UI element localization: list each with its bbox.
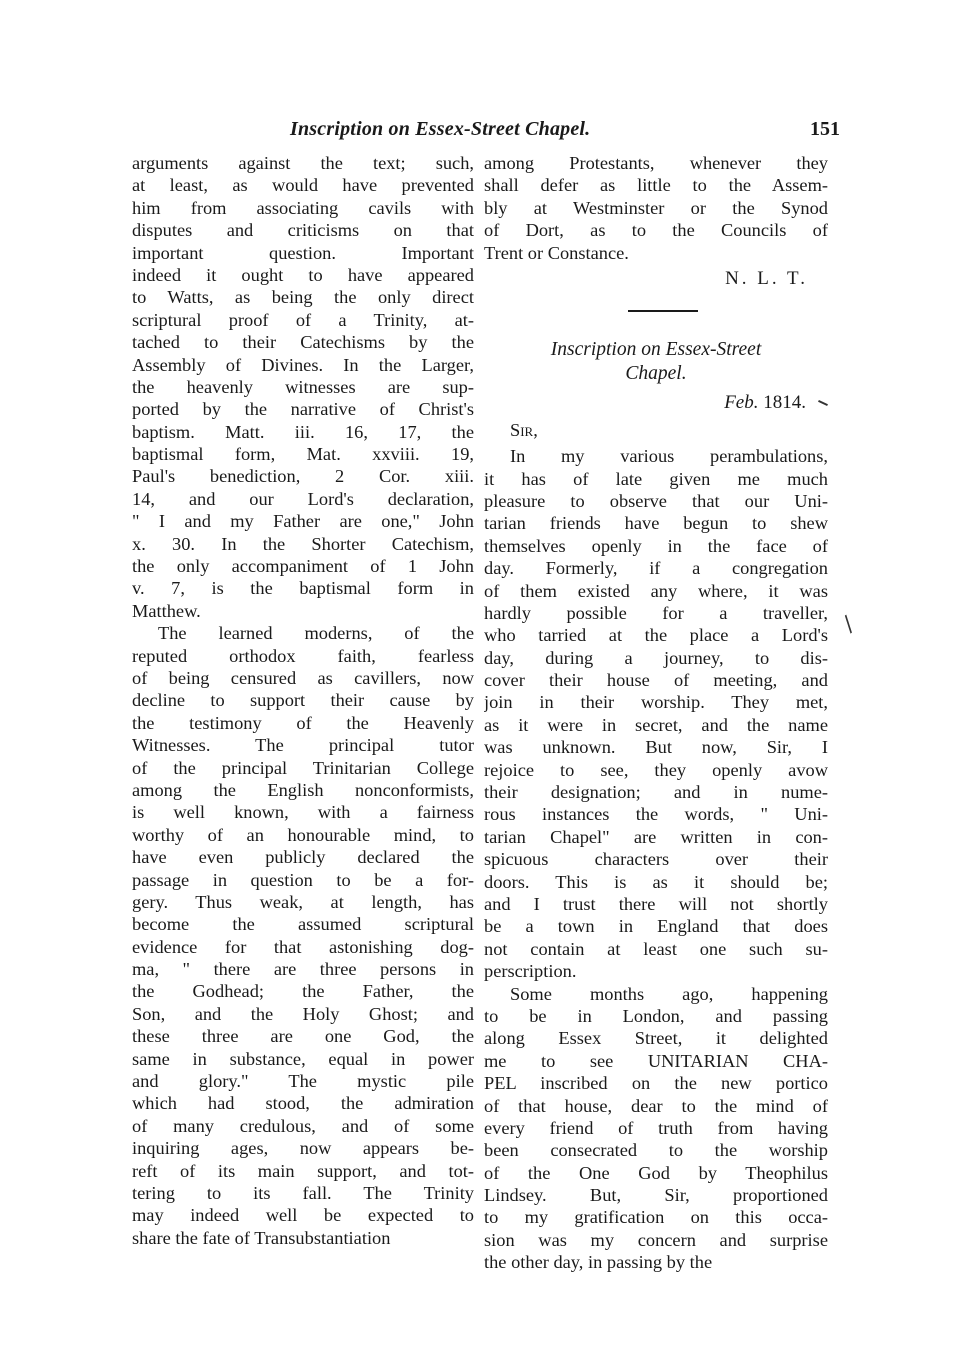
text-line: arguments against the text; such,	[132, 153, 474, 173]
text-line: may indeed well be expected to	[132, 1205, 474, 1226]
text-line: share the fate of Transubstantiation	[132, 1227, 391, 1248]
text-line: ma, " there are three persons in	[132, 959, 474, 980]
text-line: Son, and the Holy Ghost; and	[132, 1003, 474, 1024]
text-line: worthy of an honourable mind, to	[132, 824, 474, 845]
text-line: ported by the narrative of Christ's	[132, 399, 474, 420]
date-year: 1814.	[763, 392, 806, 414]
text-line: PEL inscribed on the new portico	[484, 1073, 828, 1094]
text-line: of that house, dear to the mind of	[484, 1095, 828, 1116]
text-line: every friend of truth from having	[484, 1117, 828, 1138]
text-line: have even publicly declared the	[132, 847, 474, 868]
text-line: gery. Thus weak, at length, has	[132, 891, 474, 912]
text-line: to be in London, and passing	[484, 1005, 828, 1026]
text-line: Trent or Constance.	[484, 242, 629, 263]
text-line: Matthew.	[132, 600, 201, 621]
text-line: important question. Important	[132, 242, 474, 263]
text-line: to my gratification on this occa-	[484, 1207, 828, 1228]
text-line: day, during a journey, to dis-	[484, 647, 828, 668]
signature: N. L. T.	[725, 267, 808, 289]
text-line: perscription.	[484, 961, 577, 982]
text-line: tarian Chapel" are written in con-	[484, 826, 828, 847]
text-line: inquiring ages, now appears be-	[132, 1138, 474, 1159]
text-line: of many credulous, and of some	[132, 1115, 474, 1136]
text-line: decline to support their cause by	[132, 690, 474, 711]
text-line: sion was my concern and surprise	[484, 1229, 828, 1250]
text-line: is well known, with a fairness	[132, 802, 474, 823]
text-line: and I trust there will not shortly	[484, 893, 828, 914]
text-line: not contain at least one such su-	[484, 938, 828, 959]
text-line: baptismal form, Mat. xxviii. 19,	[132, 444, 474, 465]
text-line: evidence for that astonishing dog-	[132, 936, 474, 957]
text-line: among the English nonconformists,	[132, 779, 474, 800]
text-line: tarian friends have begun to shew	[484, 513, 828, 534]
text-line: who tarried at the place a Lord's	[484, 625, 828, 646]
text-line: the heavenly witnesses are sup-	[132, 376, 474, 397]
text-line: doors. This is as it should be;	[484, 871, 828, 892]
text-line: " I and my Father are one," John	[132, 511, 474, 532]
text-line: reputed orthodox faith, fearless	[132, 645, 474, 666]
text-line: to Watts, as being the only direct	[132, 287, 474, 308]
text-line: the testimony of the Heavenly	[132, 712, 474, 733]
text-line: baptism. Matt. iii. 16, 17, the	[132, 421, 474, 442]
text-line: be a town in England that does	[484, 916, 828, 937]
text-line: of the One God by Theophilus	[484, 1162, 828, 1183]
text-line: 14, and our Lord's declaration,	[132, 488, 474, 509]
text-line: among Protestants, whenever they	[484, 153, 828, 173]
text-line: become the assumed scriptural	[132, 914, 474, 935]
article-title	[484, 338, 828, 386]
text-line: of the principal Trinitarian College	[132, 757, 474, 778]
text-line: pleasure to observe that our Uni-	[484, 490, 828, 511]
text-line: spicuous characters over their	[484, 849, 828, 870]
text-line: join in their worship. They met,	[484, 692, 828, 713]
text-line: him from associating cavils with	[132, 197, 474, 218]
text-line: themselves openly in the face of	[484, 535, 828, 556]
text-line: v. 7, is the baptismal form in	[132, 578, 474, 599]
text-line: at least, as would have prevented	[132, 175, 474, 196]
text-line: it has of late given me much	[484, 468, 828, 489]
text-line: rous instances the words, " Uni-	[484, 804, 828, 825]
text-line: The learned moderns, of the	[158, 623, 474, 644]
text-line: along Essex Street, it delighted	[484, 1028, 828, 1049]
text-line: been consecrated to the worship	[484, 1140, 828, 1161]
text-line: rejoice to see, they openly avow	[484, 759, 828, 780]
text-line: hardly possible for a traveller,	[484, 602, 828, 623]
running-title: Inscription on Essex-Street Chapel.	[290, 118, 591, 140]
text-line: Some months ago, happening	[510, 983, 828, 1004]
text-line: and glory." The mystic pile	[132, 1071, 474, 1092]
article-title-line1: Inscription on Essex-Street	[550, 339, 762, 361]
article-title-line2: Chapel.	[625, 363, 687, 385]
text-line: day. Formerly, if a congregation	[484, 558, 828, 579]
text-line: the Godhead; the Father, the	[132, 981, 474, 1002]
text-line: of being censured as cavillers, now	[132, 667, 474, 688]
left-column	[132, 152, 474, 1249]
text-line: of them existed any where, it was	[484, 580, 828, 601]
text-line: scriptural proof of a Trinity, at-	[132, 309, 474, 330]
text-line: their designation; and in nume-	[484, 782, 828, 803]
text-line: Assembly of Divines. In the Larger,	[132, 354, 474, 375]
text-line: bly at Westminster or the Synod	[484, 197, 828, 218]
text-line: reft of its main support, and tot-	[132, 1160, 474, 1181]
text-line: disputes and criticisms on that	[132, 220, 474, 241]
text-line: was unknown. But now, Sir, I	[484, 737, 828, 758]
text-line: tering to its fall. The Trinity	[132, 1182, 474, 1203]
text-line: Witnesses. The principal tutor	[132, 735, 474, 756]
text-line: passage in question to be a for-	[132, 869, 474, 890]
text-line: me to see UNITARIAN CHA-	[484, 1050, 828, 1071]
date-month: Feb.	[724, 392, 759, 414]
text-line: In my various perambulations,	[510, 446, 828, 467]
text-line: cover their house of meeting, and	[484, 670, 828, 691]
text-line: Paul's benediction, 2 Cor. xiii.	[132, 466, 474, 487]
margin-pencil-mark: /	[838, 612, 859, 637]
page-header	[290, 118, 850, 148]
text-line: the only accompaniment of 1 John	[132, 556, 474, 577]
text-line: the other day, in passing by the	[484, 1252, 713, 1273]
text-line: these three are one God, the	[132, 1026, 474, 1047]
right-column	[484, 152, 828, 1274]
text-line: which had stood, the admiration	[132, 1093, 474, 1114]
salutation: Sir,	[510, 419, 538, 440]
text-line: shall defer as little to the Assem-	[484, 175, 828, 196]
text-line: indeed it ought to have appeared	[132, 264, 474, 285]
letter-ending	[484, 152, 828, 264]
text-line: tached to their Catechisms by the	[132, 332, 474, 353]
text-line: of Dort, as to the Councils of	[484, 220, 828, 241]
page-number: 151	[810, 118, 840, 140]
article-date	[484, 392, 828, 414]
letter-body	[484, 445, 828, 1273]
text-line: x. 30. In the Shorter Catechism,	[132, 533, 474, 554]
text-line: same in substance, equal in power	[132, 1048, 474, 1069]
text-line: as it were in secret, and the name	[484, 714, 828, 735]
text-line: Lindsey. But, Sir, proportioned	[484, 1185, 828, 1206]
section-divider	[628, 310, 698, 312]
